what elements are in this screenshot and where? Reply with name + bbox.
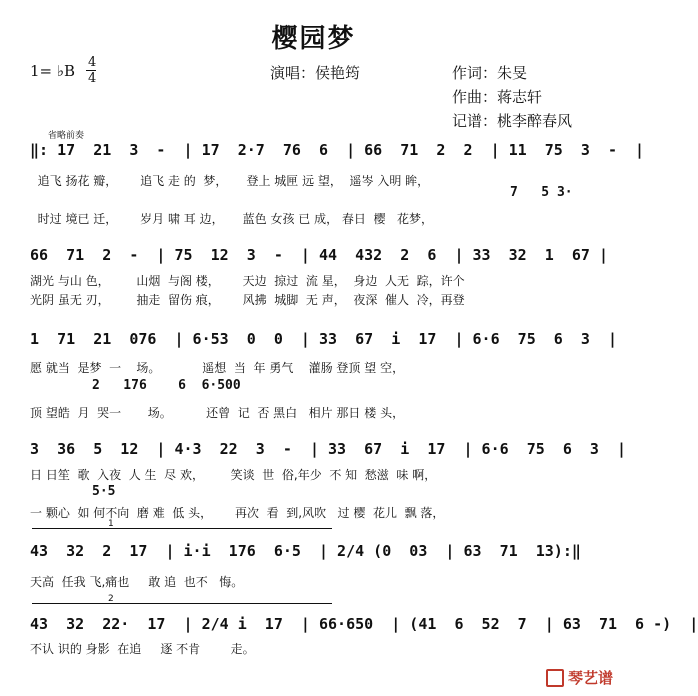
volta-bracket-2	[32, 603, 332, 604]
lyric-row-3-verse-1: 愿 就当 是梦 一 场。 遥想 当 年 勇气 灌肠 登顶 望 空，	[30, 361, 405, 375]
site-watermark	[546, 667, 613, 688]
notation-row-1-extra: 7 5 3·	[510, 185, 573, 200]
lyric-row-2-verse-1: 湖光 与山 色， 山烟 与阁 楼， 天边 掠过 流 星， 身边 人无 踪，许个	[30, 274, 465, 288]
lyric-row-5: 天高 任我 飞,痛也 敢 追 也不 悔。	[30, 575, 244, 589]
notation-row-1: ‖: 17 21 3 - | 17 2·7 76 6 | 66 71 2 2 | 11 75 3 - |	[30, 141, 645, 159]
time-signature-denominator: 4	[88, 71, 97, 86]
volta-number-2: 2	[108, 594, 114, 604]
lyric-row-4-verse-2: 一 颗心 如 何不向 磨 难 低 头， 再次 看 到,风吹 过 樱 花儿 飘 落，	[30, 506, 445, 520]
key-signature: 1= ♭B	[30, 62, 75, 80]
lyric-row-2-verse-2: 光阴 虽无 刃， 抽走 留伤 痕， 风拂 城脚 无 声， 夜深 催人 冷，再登	[30, 293, 465, 307]
intro-note: 省略前奏	[48, 131, 85, 141]
notation-credit: 记谱：桃李醉春风	[452, 112, 573, 130]
lyricist-credit: 作词：朱旻	[452, 64, 528, 82]
volta-number-1: 1	[108, 519, 114, 529]
lyric-row-1-verse-2: 时过 境已 迁， 岁月 啸 耳 边， 蓝色 女孩 已 成， 春日 樱 花梦，	[30, 212, 433, 226]
lyric-row-1-verse-1: 追飞 扬花 瓣， 追飞 走 的 梦， 登上 城匣 远 望， 遥岑 入明 眸，	[30, 174, 430, 188]
time-signature-numerator: 4	[88, 55, 97, 70]
singer-credit: 演唱：侯艳筠	[270, 64, 361, 82]
notation-row-4: 3 36 5 12 | 4·3 22 3 - | 33 67 i 17 | 6·6 75 6 3 |	[30, 440, 627, 458]
notation-row-4-extra: 5·5	[92, 484, 116, 499]
lyric-row-4-verse-1: 日 日笙 歌 入夜 人 生 尽 欢， 笑谈 世 俗,年少 不 知 愁滋 味 啊，	[30, 468, 437, 482]
lyric-row-6: 不认 识的 身影 在追 逐 不肯 走。	[30, 642, 255, 656]
song-title: 樱园梦	[271, 24, 356, 54]
notation-row-2: 66 71 2 - | 75 12 3 - | 44 432 2 6 | 33 32 1 67 |	[30, 246, 608, 264]
volta-bracket-1	[32, 528, 332, 529]
notation-row-3: 1 71 21 076 | 6·53 0 0 | 33 67 i 17 | 6·6 75 6 3 |	[30, 330, 617, 348]
notation-row-3-extra: 2 176 6 6·500	[92, 378, 241, 393]
notation-row-6: 43 32 22· 17 | 2/4 i 17 | 66·650 | (41 6 52 7 | 63 71 6 -) |	[30, 615, 698, 633]
composer-credit: 作曲：蒋志轩	[452, 88, 543, 106]
watermark-text: 琴艺谱	[567, 669, 613, 687]
logo-icon	[546, 669, 564, 687]
lyric-row-3-verse-2: 顶 望皓 月 哭一 场。 还曾 记 否 黑白 相片 那日 楼 头，	[30, 406, 405, 420]
notation-row-5: 43 32 2 17 | i·i 176 6·5 | 2/4 (0 03 | 63 71 13):‖	[30, 542, 581, 560]
